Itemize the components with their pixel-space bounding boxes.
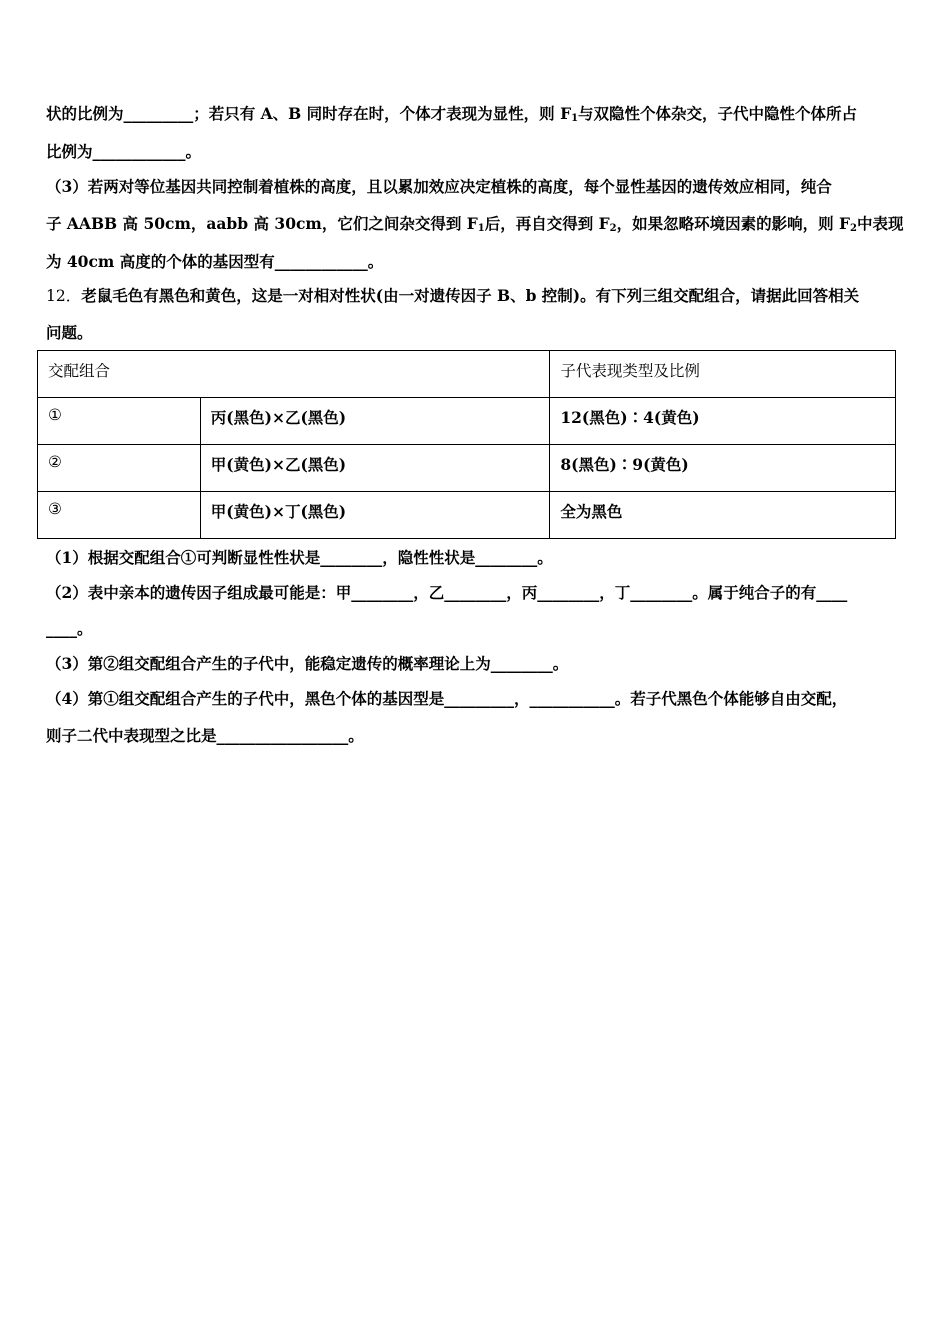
question-number: 12． [46, 287, 82, 305]
q12-sub4-line1: （4）第①组交配组合产生的子代中，黑色个体的基因型是_________，___________。若子代黑色个体能够自由交配， [46, 689, 848, 708]
row-result: 8(黑色)∶9(黄色) [550, 445, 896, 492]
q12-sub2-line1: （2）表中亲本的遗传因子组成最可能是：甲________，乙________，丙________，丁________。属于纯合子的有____ [46, 583, 848, 602]
q12-stem-line2: 问题。 [46, 323, 93, 342]
q12-sub3: （3）第②组交配组合产生的子代中，能稳定遗传的概率理论上为________。 [46, 654, 569, 673]
table-header-row [38, 351, 896, 398]
row-cross: 甲(黄色)×乙(黑色) [200, 445, 550, 492]
q11-part3-line3: 为 40cm 高度的个体的基因型有____________。 [46, 252, 384, 271]
row-result: 全为黑色 [550, 492, 896, 539]
q11-part3-line1: （3）若两对等位基因共同控制着植株的高度，且以累加效应决定植株的高度，每个显性基因的遗传效应相同，纯合 [46, 177, 832, 196]
q12-stem-line1: 12．老鼠毛色有黑色和黄色，这是一对相对性状(由一对遗传因子 B、b 控制)。有下列三组交配组合，请据此回答相关 [46, 286, 860, 305]
cross-table [37, 350, 896, 539]
q12-sub2-line2: ____。 [46, 619, 93, 638]
table-row [38, 492, 896, 539]
q11-part3-line2: 子 AABB 高 50cm，aabb 高 30cm，它们之间杂交得到 $F_1$后，再自交得到 $F_2$，如果忽略环境因素的影响，则 $F_2$中表现 [46, 214, 904, 234]
q12-sub4-line2: 则子二代中表现型之比是_________________。 [46, 726, 364, 745]
row-cross: 丙(黑色)×乙(黑色) [200, 398, 550, 445]
q11-ratio-line: 状的比例为_________；若只有 A、B 同时存在时，个体才表现为显性，则 $F_1$与双隐性个体杂交，子代中隐性个体所占 [46, 104, 858, 124]
table-row [38, 445, 896, 492]
row-result: 12(黑色)∶4(黄色) [550, 398, 896, 445]
q11-ratio-line-2: 比例为____________。 [46, 142, 202, 161]
header-cross: 交配组合 [38, 351, 550, 398]
row-cross: 甲(黄色)×丁(黑色) [200, 492, 550, 539]
row-id: ③ [38, 492, 201, 539]
row-id: ① [38, 398, 201, 445]
q12-sub1: （1）根据交配组合①可判断显性性状是________，隐性性状是________。 [46, 548, 553, 567]
row-id: ② [38, 445, 201, 492]
header-offspring: 子代表现类型及比例 [550, 351, 896, 398]
table-row [38, 398, 896, 445]
